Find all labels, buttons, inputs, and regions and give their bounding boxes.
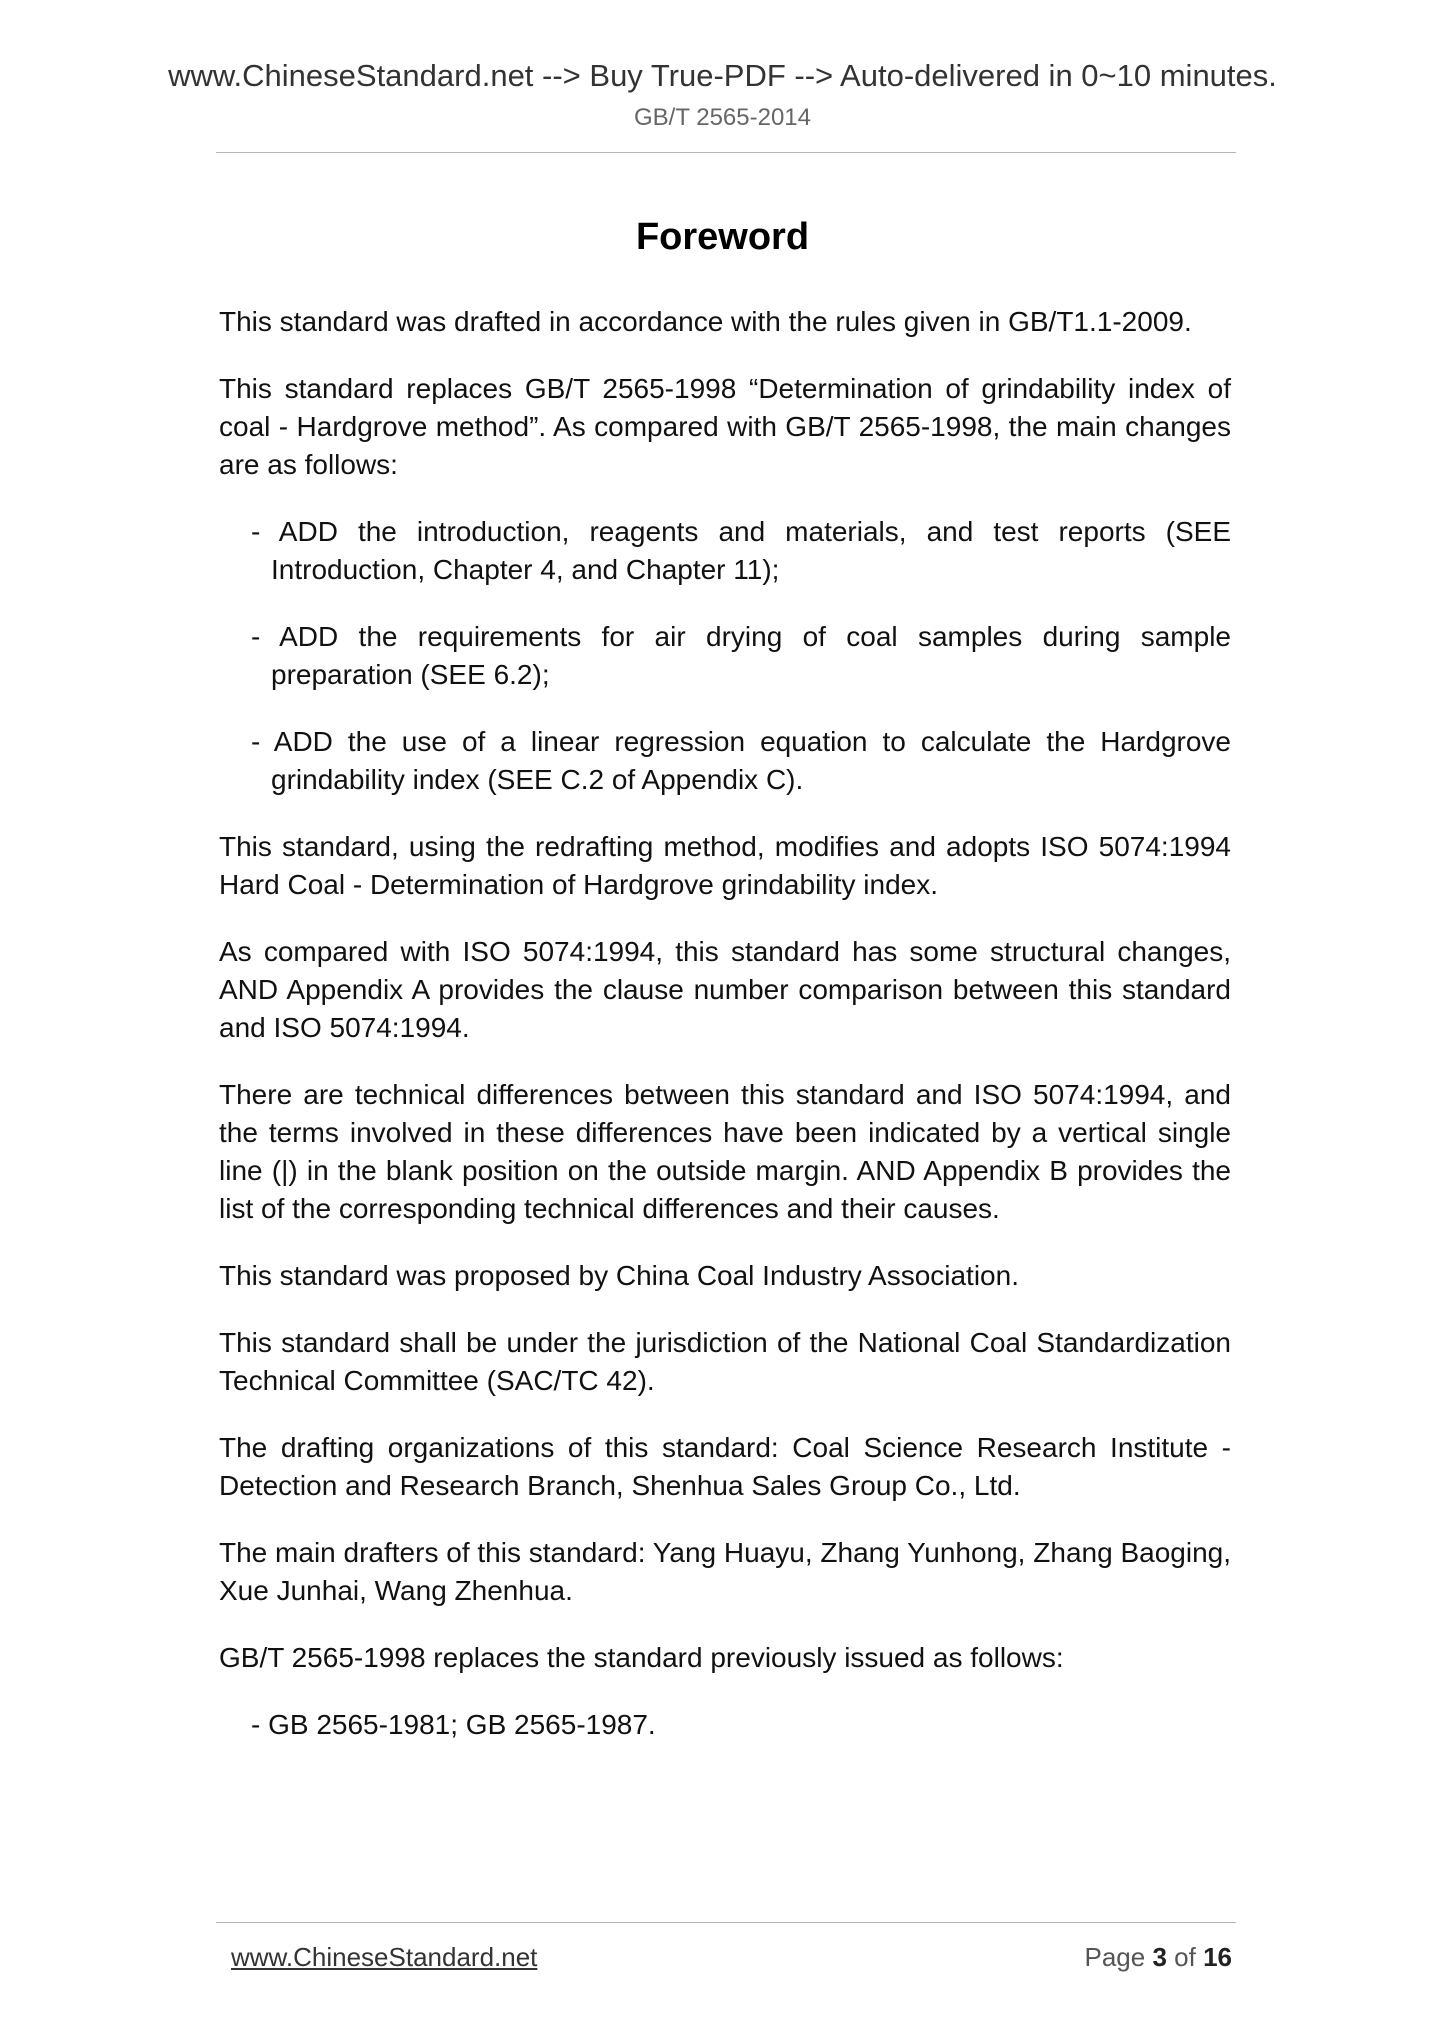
foreword-body [219,303,1231,1773]
paragraph-main-drafters: The main drafters of this standard: Yang Huayu, Zhang Yunhong, Zhang Baoging, Xue Junhai, Wang Zhenhua. [219,1537,1231,1606]
paragraph-technical-differences: There are technical differences between this standard and ISO 5074:1994, and the terms involved in these differences have been indicated by a vertical single line (|) in the blank position on the outside margin. AND Appendix B provides the list of the corresponding technical differences and their causes. [219,1079,1231,1224]
list-item-change-3: - ADD the use of a linear regression equation to calculate the Hardgrove grindability index (SEE C.2 of Appendix C). [251,726,1231,795]
page-title: Foreword [635,216,810,258]
list-item-previous-editions: - GB 2565-1981; GB 2565-1987. [251,1709,656,1740]
list-item-change-2: - ADD the requirements for air drying of coal samples during sample preparation (SEE 6.2); [251,621,1231,690]
document-code: GB/T 2565-2014 [633,104,811,131]
page-of: of [1174,1942,1196,1972]
paragraph-jurisdiction: This standard shall be under the jurisdiction of the National Coal Standardization Technical Committee (SAC/TC 42). [219,1327,1231,1396]
paragraph-replaces: This standard replaces GB/T 2565-1998 “Determination of grindability index of coal - Hardgrove method”. As compared with GB/T 2565-1998, the main changes are as follows: [219,373,1231,480]
footer-divider [216,1922,1236,1923]
top-banner: www.ChineseStandard.net --> Buy True-PDF --> Auto-delivered in 0~10 minutes. [168,58,1277,93]
page-number [1084,1942,1232,1972]
page-current: 3 [1152,1942,1167,1972]
paragraph-proposed-by: This standard was proposed by China Coal Industry Association. [219,1260,1019,1291]
footer-website-link[interactable]: www.ChineseStandard.net [231,1942,538,1972]
page-total: 16 [1203,1942,1232,1972]
header-divider [216,152,1236,153]
paragraph-drafting-rules: This standard was drafted in accordance with the rules given in GB/T1.1-2009. [219,306,1192,337]
list-item-change-1: - ADD the introduction, reagents and materials, and test reports (SEE Introduction, Chapter 4, and Chapter 11); [251,516,1231,585]
paragraph-previous-editions: GB/T 2565-1998 replaces the standard previously issued as follows: [219,1642,1064,1673]
paragraph-structural-changes: As compared with ISO 5074:1994, this standard has some structural changes, AND Appendix A provides the clause number comparison between this standard and ISO 5074:1994. [219,936,1231,1043]
paragraph-drafting-organizations: The drafting organizations of this standard: Coal Science Research Institute - Detection and Research Branch, Shenhua Sales Group Co., Ltd. [219,1432,1231,1501]
page-word: Page [1084,1942,1146,1972]
paragraph-adopts-iso: This standard, using the redrafting method, modifies and adopts ISO 5074:1994 Hard Coal - Determination of Hardgrove grindability index. [219,831,1231,900]
